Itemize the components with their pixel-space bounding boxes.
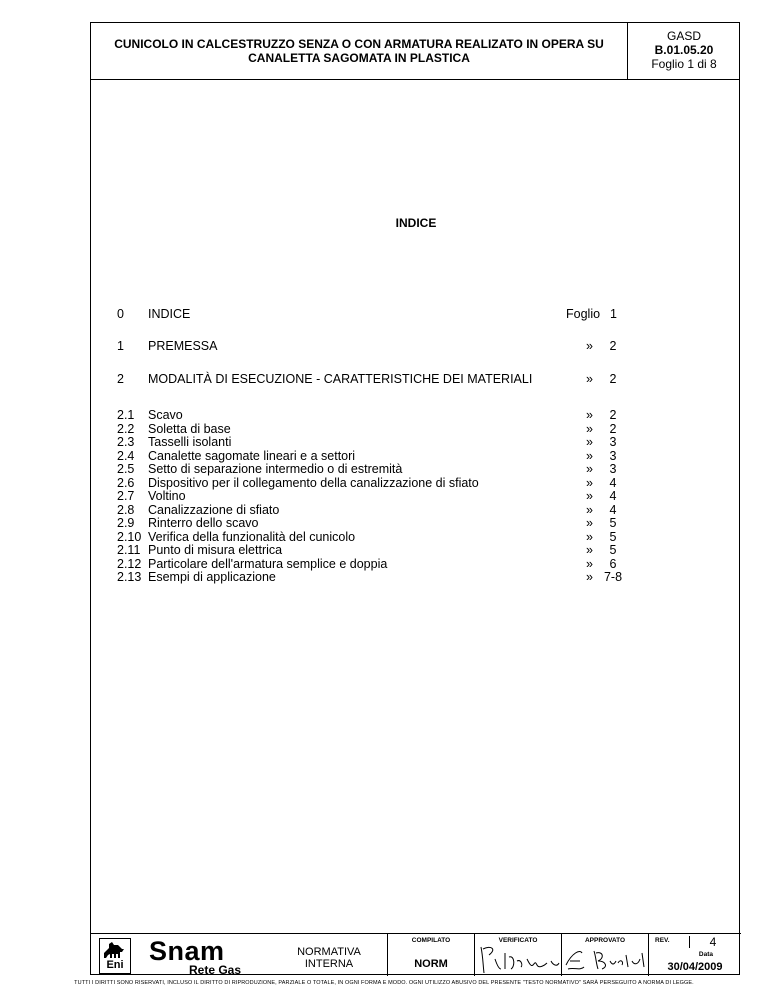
toc-page: 7-8 — [603, 570, 623, 584]
toc-separator: » — [586, 516, 593, 530]
toc-number: 0 — [117, 307, 124, 321]
toc-label: PREMESSA — [148, 339, 218, 353]
toc-number: 2.4 — [117, 448, 135, 463]
toc-label: Scavo — [148, 408, 183, 422]
approvato-cell — [561, 933, 648, 976]
rete-gas-wordmark: Rete Gas — [189, 963, 242, 977]
toc-page: 3 — [609, 435, 617, 449]
toc-number: 1 — [117, 339, 124, 353]
toc-number: 2.10 — [117, 529, 142, 544]
toc-page: 1 — [610, 307, 617, 321]
document-footer — [91, 933, 739, 976]
eni-wordmark: Eni — [106, 959, 124, 971]
toc-label: INDICE — [148, 307, 191, 321]
toc-number: 2 — [117, 372, 124, 386]
toc-page: 2 — [609, 421, 617, 436]
toc-page: 5 — [609, 516, 617, 530]
toc-number: 2.5 — [117, 462, 135, 476]
document-header — [91, 23, 739, 80]
approvato-signature — [562, 943, 649, 975]
org-code: GASD — [666, 29, 701, 43]
copyright-notice: TUTTI I DIRITTI SONO RISERVATI, INCLUSO IL DIRITTO DI RIPRODUZIONE, PARZIALE O TOTALE, IN OGNI FORMA E MODO. OGNI UTILIZZO ABUSIVO DEL PRESENTE "TESTO NORMATIVO" SARÀ PERSEGUITO A NORMA DI LEGGE. — [74, 980, 694, 986]
toc-number: 2.6 — [117, 475, 135, 490]
toc-label: Punto di misura elettrica — [148, 543, 283, 557]
document-page — [90, 22, 740, 975]
toc-page: 3 — [609, 448, 617, 463]
title-line-2: CANALETTA SAGOMATA IN PLASTICA — [248, 51, 470, 65]
toc-label: Verifica della funzionalità del cunicolo — [148, 529, 356, 544]
logo-area — [91, 933, 387, 976]
toc-page: 5 — [609, 529, 617, 544]
toc-number: 2.7 — [117, 489, 135, 503]
toc-separator: » — [586, 489, 593, 503]
index-heading: INDICE — [395, 216, 437, 230]
toc-page: 2 — [609, 372, 617, 386]
compilato-cell — [387, 933, 474, 976]
toc-page: 2 — [609, 408, 617, 422]
toc-separator: » — [586, 556, 593, 571]
toc-number: 2.13 — [117, 570, 142, 584]
toc-label: Soletta di base — [148, 421, 231, 436]
toc-number: 2.8 — [117, 502, 135, 517]
toc-label: Particolare dell'armatura semplice e doppia — [148, 556, 388, 571]
toc-separator: » — [586, 462, 593, 476]
snam-logo — [149, 936, 242, 977]
toc-number: 2.9 — [117, 516, 135, 530]
toc-separator: » — [586, 529, 593, 544]
toc-separator: » — [586, 543, 593, 557]
toc-number: 2.1 — [117, 408, 135, 422]
normativa-interna-label — [279, 946, 379, 970]
snam-wordmark: Snam — [149, 936, 225, 966]
document-number: B.01.05.20 — [654, 43, 714, 57]
toc-page: 4 — [609, 502, 617, 517]
toc-number: 2.11 — [117, 543, 141, 557]
toc-separator: » — [586, 435, 593, 449]
toc-sheet-label: Foglio — [566, 307, 601, 321]
verificato-label: VERIFICATO — [498, 937, 538, 944]
title-line-1: CUNICOLO IN CALCESTRUZZO SENZA O CON ARMATURA REALIZATO IN OPERA SU — [114, 37, 604, 51]
eni-logo — [99, 938, 131, 974]
toc-number: 2.3 — [117, 435, 135, 449]
document-title — [91, 23, 627, 79]
toc-number: 2.12 — [117, 556, 142, 571]
compilato-label: COMPILATO — [411, 937, 451, 944]
toc-separator: » — [586, 448, 593, 463]
verificato-signature — [475, 943, 562, 975]
toc-separator: » — [586, 475, 593, 490]
toc-separator: » — [586, 502, 593, 517]
toc-label: Rinterro dello scavo — [148, 516, 259, 530]
toc-page: 5 — [609, 543, 617, 557]
toc-label: Setto di separazione intermedio o di estremità — [148, 462, 403, 476]
normativa-line-1: NORMATIVA — [297, 946, 361, 958]
toc-separator: » — [586, 570, 593, 584]
rev-value: 4 — [689, 936, 736, 948]
compilato-value: NORM — [414, 958, 448, 970]
toc-label: Voltino — [148, 489, 186, 503]
document-code-box — [627, 23, 740, 79]
toc-label: Canalette sagomate lineari e a settori — [148, 448, 356, 463]
toc-number: 2.2 — [117, 421, 135, 436]
toc-page: 3 — [609, 462, 617, 476]
toc-separator: » — [586, 408, 593, 422]
toc-label: Esempi di applicazione — [148, 570, 276, 584]
toc-separator: » — [586, 421, 593, 436]
toc-page: 6 — [609, 556, 617, 571]
revision-box — [648, 933, 741, 976]
normativa-line-2: INTERNA — [304, 958, 354, 970]
toc-label: Dispositivo per il collegamento della canalizzazione di sfiato — [148, 475, 479, 490]
date-label: Data — [698, 951, 713, 958]
toc-page: 4 — [609, 489, 617, 503]
toc-separator: » — [586, 339, 593, 353]
rev-label: REV. — [655, 937, 670, 944]
date-value: 30/04/2009 — [667, 961, 723, 973]
sheet-indicator: Foglio 1 di 8 — [651, 57, 717, 71]
toc-label: Tasselli isolanti — [148, 435, 232, 449]
verificato-cell — [474, 933, 561, 976]
toc-page: 2 — [609, 339, 617, 353]
approvato-label: APPROVATO — [584, 937, 626, 944]
toc-label: MODALITÀ DI ESECUZIONE - CARATTERISTICHE DEI MATERIALI — [148, 372, 533, 386]
toc-page: 4 — [609, 475, 617, 490]
toc-separator: » — [586, 372, 593, 386]
toc-label: Canalizzazione di sfiato — [148, 502, 280, 517]
